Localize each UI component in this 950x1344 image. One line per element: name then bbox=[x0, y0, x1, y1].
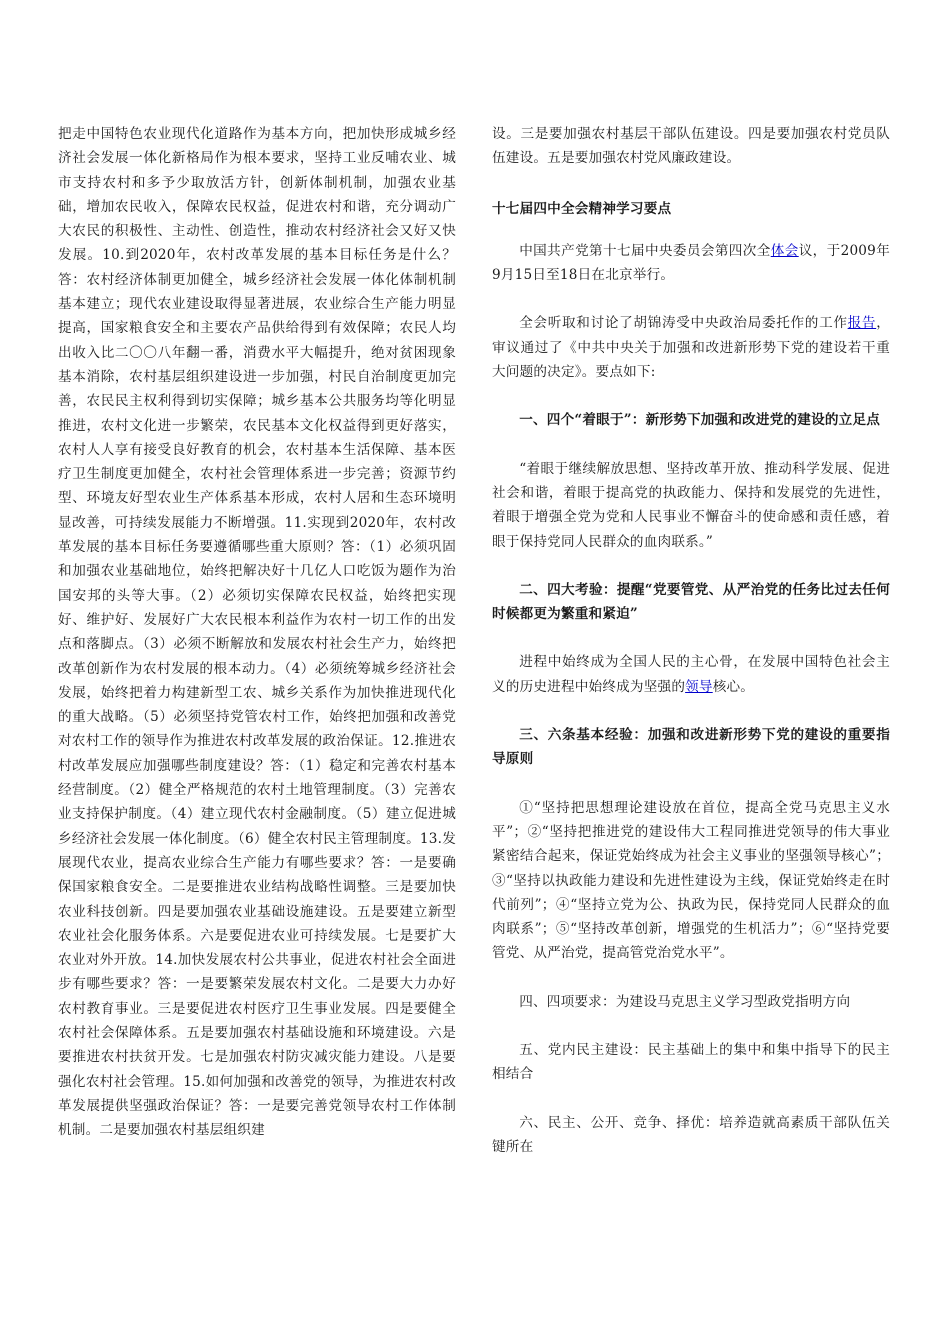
section-4-heading: 四、四项要求：为建设马克思主义学习型政党指明方向 bbox=[519, 993, 851, 1010]
continuation-text: 设。三是要加强农村基层干部队伍建设。四是要加强农村党员队伍建设。五是要加强农村党风廉政建设。 bbox=[492, 126, 890, 167]
intro-paragraph-2 bbox=[492, 311, 890, 384]
section-2-text-a: 进程中始终成为全国人民的主心骨，在发展中国特色社会主义的历史进程中始终成为坚强的 bbox=[492, 654, 890, 695]
link-tihui[interactable]: 体会 bbox=[770, 242, 799, 259]
section-2-heading: 二、四大考验：提醒“党要管党、从严治党的任务比过去任何时候都更为繁重和紧迫” bbox=[492, 581, 890, 623]
section-2-text-b: 核心。 bbox=[712, 678, 755, 695]
article-title: 十七届四中全会精神学习要点 bbox=[492, 200, 672, 217]
intro-2-text-b: ，审议通过了《中共中央关于加强和改进新形势下党的建设若干重大问题的决定》。要点如下: bbox=[492, 315, 890, 381]
section-1-quote: “着眼于继续解放思想、坚持改革开放、推动科学发展、促进社会和谐，着眼于提高党的执政能力、保持和发展党的先进性，着眼于增强全党为党和人民事业不懈奋斗的使命感和责任感，着眼于保持党同人民群众的血肉联系。” bbox=[492, 460, 890, 550]
intro-paragraph-1 bbox=[492, 239, 890, 288]
right-column bbox=[492, 122, 890, 1159]
intro-1-text-b: 议，于2009年9月15日至18日在北京举行。 bbox=[492, 242, 890, 284]
left-column-body: 把走中国特色农业现代化道路作为基本方向，把加快形成城乡经济社会发展一体化新格局作为根本要求，坚持工业反哺农业、城市支持农村和多予少取放活方针，创新体制机制，加强农业基础，增加农民收入，保障农民权益，促进农村和谐，充分调动广大农民的积极性、主动性、创造性，推动农村经济社会又好又快发展。10.到2020年，农村改革发展的基本目标任务是什么？答：农村经济体制更加健全，城乡经济社会发展一体化体制机制基本建立；现代农业建设取得显著进展，农业综合生产能力明显提高，国家粮食安全和主要农产品供给得到有效保障；农民人均出收入比二〇〇八年翻一番，消费水平大幅提升，绝对贫困现象基本消除，农村基层组织建设进一步加强，村民自治制度更加完善，农民民主权利得到切实保障；城乡基本公共服务均等化明显推进，农村文化进一步繁荣，农民基本文化权益得到更好落实，农村人人享有接受良好教育的机会，农村基本生活保障、基本医疗卫生制度更加健全，农村社会管理体系进一步完善；资源节约型、环境友好型农业生产体系基本形成，农村人居和生态环境明显改善，可持续发展能力不断增强。11.实现到2020年，农村改革发展的基本目标任务要遵循哪些重大原则？答：（1）必须巩固和加强农业基础地位，始终把解决好十几亿人口吃饭为题作为治国安邦的头等大事。（2）必须切实保障农民权益，始终把实现好、维护好、发展好广大农民根本利益作为农村一切工作的出发点和落脚点。（3）必须不断解放和发展农村社会生产力，始终把改革创新作为农村发展的根本动力。（4）必须统筹城乡经济社会发展，始终把着力构建新型工农、城乡关系作为加快推进现代化的重大战略。（5）必须坚持党管农村工作，始终把加强和改善党对农村工作的领导作为推进农村改革发展的政治保证。12.推进农村改革发展应加强哪些制度建设？答：（1）稳定和完善农村基本经营制度。（2）健全严格规范的农村土地管理制度。（3）完善农业支持保护制度。（4）建立现代农村金融制度。（5）建立促进城乡经济社会发展一体化制度。（6）健全农村民主管理制度。13.发展现代农业，提高农业综合生产能力有哪些要求？答：一是要确保国家粮食安全。二是要推进农业结构战略性调整。三是要加快农业科技创新。四是要加强农业基础设施建设。五是要建立新型农业社会化服务体系。六是要促进农业可持续发展。七是要扩大农业对外开放。14.加快发展农村公共事业，促进农村社会全面进步有哪些要求？答：一是要繁荣发展农村文化。二是要大力办好农村教育事业。三是要促进农村医疗卫生事业发展。四是要健全农村社会保障体系。五是要加强农村基础设施和环境建设。六是要推进农村扶贫开发。七是加强农村防灾减灾能力建设。八是要强化农村社会管理。15.如何加强和改善党的领导，为推进农村改革发展提供坚强政治保证？答：一是要完善党领导农村工作体制机制。二是要加强农村基层组织建 bbox=[58, 126, 456, 1139]
intro-1-text-a: 中国共产党第十七届中央委员会第四次全 bbox=[519, 242, 771, 259]
section-5-heading: 五、党内民主建设：民主基础上的集中和集中指导下的民主相结合 bbox=[492, 1042, 890, 1083]
section-6-heading: 六、民主、公开、竞争、择优：培养造就高素质干部队伍关键所在 bbox=[492, 1114, 890, 1155]
intro-2-text-a: 全会听取和讨论了胡锦涛受中央政治局委托作的工作 bbox=[519, 315, 848, 332]
left-column bbox=[58, 122, 456, 1142]
link-baogao[interactable]: 报告 bbox=[847, 315, 877, 332]
section-1-heading: 一、四个“着眼于”：新形势下加强和改进党的建设的立足点 bbox=[519, 412, 881, 429]
section-3-paragraph: ①“坚持把思想理论建设放在首位，提高全党马克思主义水平”；②“坚持把推进党的建设伟大工程同推进党领导的伟大事业紧密结合起来，保证党始终成为社会主义事业的坚强领导核心”；③“坚持以执政能力建设和先进性建设为主线，保证党始终走在时代前列”；④“坚持立党为公、执政为民，保持党同人民群众的血肉联系”；⑤“坚持改革创新，增强党的生机活力”；⑥“坚持党要管党、从严治党，提高管党治党水平”。 bbox=[492, 799, 890, 962]
section-2-paragraph bbox=[492, 650, 890, 699]
link-lingdao[interactable]: 领导 bbox=[685, 678, 713, 695]
section-3-heading: 三、六条基本经验：加强和改进新形势下党的建设的重要指导原则 bbox=[492, 727, 890, 768]
